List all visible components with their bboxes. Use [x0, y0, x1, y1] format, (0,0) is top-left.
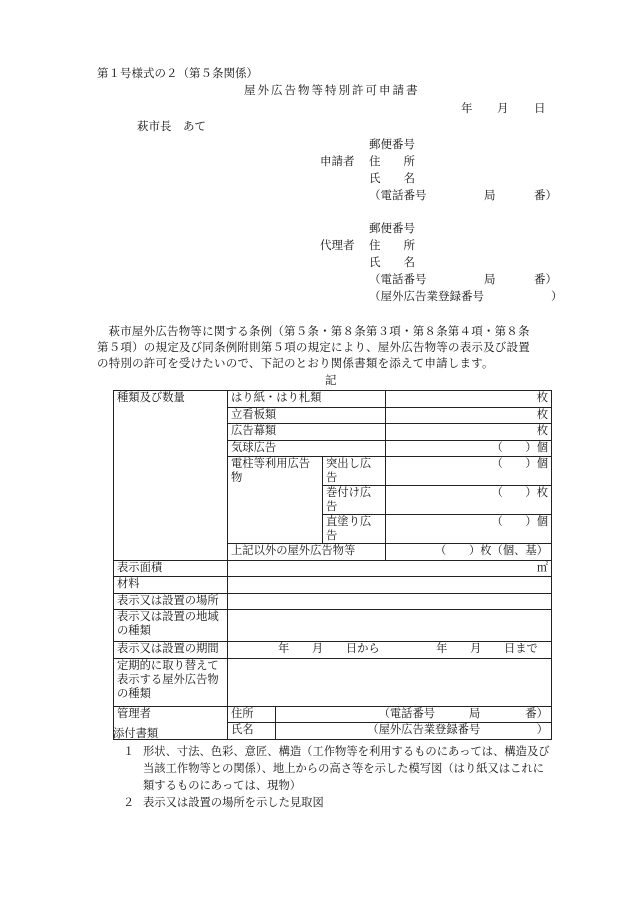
banner-label: 広告幕類 — [228, 424, 386, 441]
agent-address-label: 住 所 — [369, 238, 415, 252]
manager-registration[interactable]: （屋外広告業登録番号 ） — [276, 723, 552, 740]
applicant-postal-label: 郵便番号 — [369, 137, 415, 151]
region-value[interactable] — [228, 610, 552, 642]
document-title: 屋外広告物等特別許可申請書 — [244, 83, 420, 97]
period-label: 表示又は設置の期間 — [114, 642, 228, 659]
agent-role: 代理者 — [320, 238, 355, 252]
addressee: 萩市長 あて — [137, 119, 206, 133]
manager-phone[interactable]: （電話番号 局 番） — [276, 706, 552, 723]
standing-sign-label: 立看板類 — [228, 407, 386, 424]
agent-phone-label: （電話番号 — [369, 272, 427, 286]
applicant-phone-station: 局 — [484, 188, 496, 202]
painted-ad-label: 直塗り広告 — [323, 515, 386, 544]
poster-qty: 枚 — [386, 391, 552, 408]
agent-name-label: 氏 名 — [369, 255, 415, 269]
attachment-item — [113, 794, 553, 811]
types-header: 種類及び数量 — [114, 391, 228, 561]
protruding-ad-qty: （ ）個 — [386, 457, 552, 486]
period-value[interactable]: 年 月 日から 年 月 日まで — [228, 642, 552, 659]
periodic-label: 定期的に取り替えて表示する屋外広告物の種類 — [114, 658, 228, 706]
attachments-section — [113, 725, 553, 811]
date-year: 年 — [461, 101, 473, 115]
other-ad-qty: （ ）枚（個、基） — [386, 544, 552, 561]
ki-heading: 記 — [325, 373, 337, 387]
wrapped-ad-qty: （ ）枚 — [386, 486, 552, 515]
application-table — [113, 390, 552, 740]
attachment-text: 表示又は設置の場所を示した見取図 — [143, 796, 324, 809]
manager-label: 管理者 — [114, 706, 228, 739]
attachment-item — [113, 743, 553, 794]
attachment-number: ２ — [123, 796, 135, 809]
material-label: 材料 — [114, 577, 228, 594]
banner-qty: 枚 — [386, 424, 552, 441]
attachment-number: １ — [123, 745, 135, 758]
agent-registration-close: ） — [551, 289, 563, 303]
agent-postal-label: 郵便番号 — [369, 221, 415, 235]
manager-address-label: 住所 — [228, 706, 276, 723]
manager-name-label: 氏名 — [228, 723, 276, 740]
wrapped-ad-label: 巻付け広告 — [323, 486, 386, 515]
agent-phone-number: 番） — [534, 272, 557, 286]
area-label: 表示面積 — [114, 560, 228, 577]
area-value[interactable]: ㎡ — [228, 560, 552, 577]
poster-label: はり紙・はり札類 — [228, 391, 386, 408]
balloon-label: 気球広告 — [228, 440, 386, 457]
applicant-name-label: 氏 名 — [369, 171, 415, 185]
agent-phone-station: 局 — [484, 272, 496, 286]
attachment-text: 形状、寸法、色彩、意匠、構造（工作物等を利用するものにあっては、構造及び当該工作物等との関係）、地上からの高さ等を示した模写図（はり紙又はこれに類するものにあっては、現物） — [143, 745, 550, 792]
protruding-ad-label: 突出し広告 — [323, 457, 386, 486]
date-month: 月 — [497, 101, 509, 115]
painted-ad-qty: （ ）個 — [386, 515, 552, 544]
applicant-role: 申請者 — [320, 154, 355, 168]
pole-ad-label: 電柱等利用広告物 — [228, 457, 323, 544]
form-number: 第１号様式の２（第５条関係） — [97, 66, 258, 80]
agent-registration-label: （屋外広告業登録番号 — [369, 289, 484, 303]
material-value[interactable] — [228, 577, 552, 594]
periodic-value[interactable] — [228, 658, 552, 706]
application-statement: 萩市屋外広告物等に関する条例（第５条・第８条第３項・第８条第４項・第８条第５項）の規定及び同条例附則第５項の規定により、屋外広告物等の表示及び設置の特別の許可を受けたいので、下記のとおり関係書類を添えて申請します。 — [97, 324, 530, 370]
attachments-header: 添付書類 — [113, 727, 159, 740]
applicant-address-label: 住 所 — [369, 154, 415, 168]
applicant-phone-label: （電話番号 — [369, 188, 427, 202]
date-day: 日 — [534, 101, 546, 115]
balloon-qty: （ ）個 — [386, 440, 552, 457]
place-value[interactable] — [228, 593, 552, 610]
standing-sign-qty: 枚 — [386, 407, 552, 424]
applicant-phone-number: 番） — [534, 188, 557, 202]
place-label: 表示又は設置の場所 — [114, 593, 228, 610]
region-label: 表示又は設置の地域の種類 — [114, 610, 228, 642]
other-ad-label: 上記以外の屋外広告物等 — [228, 544, 386, 561]
